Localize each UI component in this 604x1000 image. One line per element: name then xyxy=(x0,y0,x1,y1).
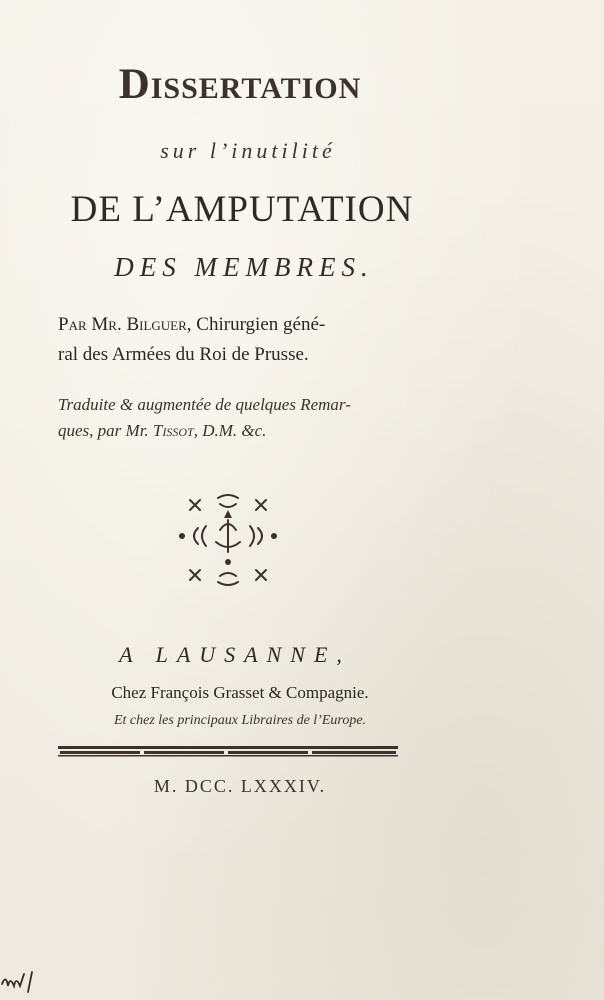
author-line-2: ral des Armées du Roi de Prusse. xyxy=(58,344,309,365)
decorative-rule xyxy=(58,744,398,758)
imprint-city: A LAUSANNE, xyxy=(119,642,351,667)
translator-prefix: ques, par Mr. xyxy=(58,421,149,440)
author-statement xyxy=(58,310,438,370)
author-name: Bilguer xyxy=(126,314,187,335)
translator-suffix: , D.M. &c. xyxy=(193,421,267,440)
fleuron-ornament-icon xyxy=(168,490,288,590)
author-prefix: Par Mr. xyxy=(58,314,122,335)
book-subtitle-2: DES MEMBRES. xyxy=(114,252,374,282)
imprint-date: M. DCC. LXXXIV. xyxy=(153,776,327,796)
author-line-1-rest: , Chirurgien géné- xyxy=(186,314,326,335)
translator-statement xyxy=(58,392,438,444)
translator-name: Tissot xyxy=(152,421,194,440)
translator-line-2 xyxy=(58,418,438,444)
imprint-booksellers: Et chez les principaux Libraires de l’Europe. xyxy=(113,713,367,728)
translator-line-1: Traduite & augmentée de quelques Remar- xyxy=(58,395,351,414)
author-line-1 xyxy=(58,310,438,340)
handwritten-mark xyxy=(0,962,40,1000)
book-title-2: DE L’AMPUTATION xyxy=(70,189,414,230)
book-title: Dissertation xyxy=(118,61,362,108)
imprint-publisher: Chez François Grasset & Compagnie. xyxy=(111,683,369,702)
book-subtitle-1: sur l’inutilité xyxy=(160,138,336,163)
